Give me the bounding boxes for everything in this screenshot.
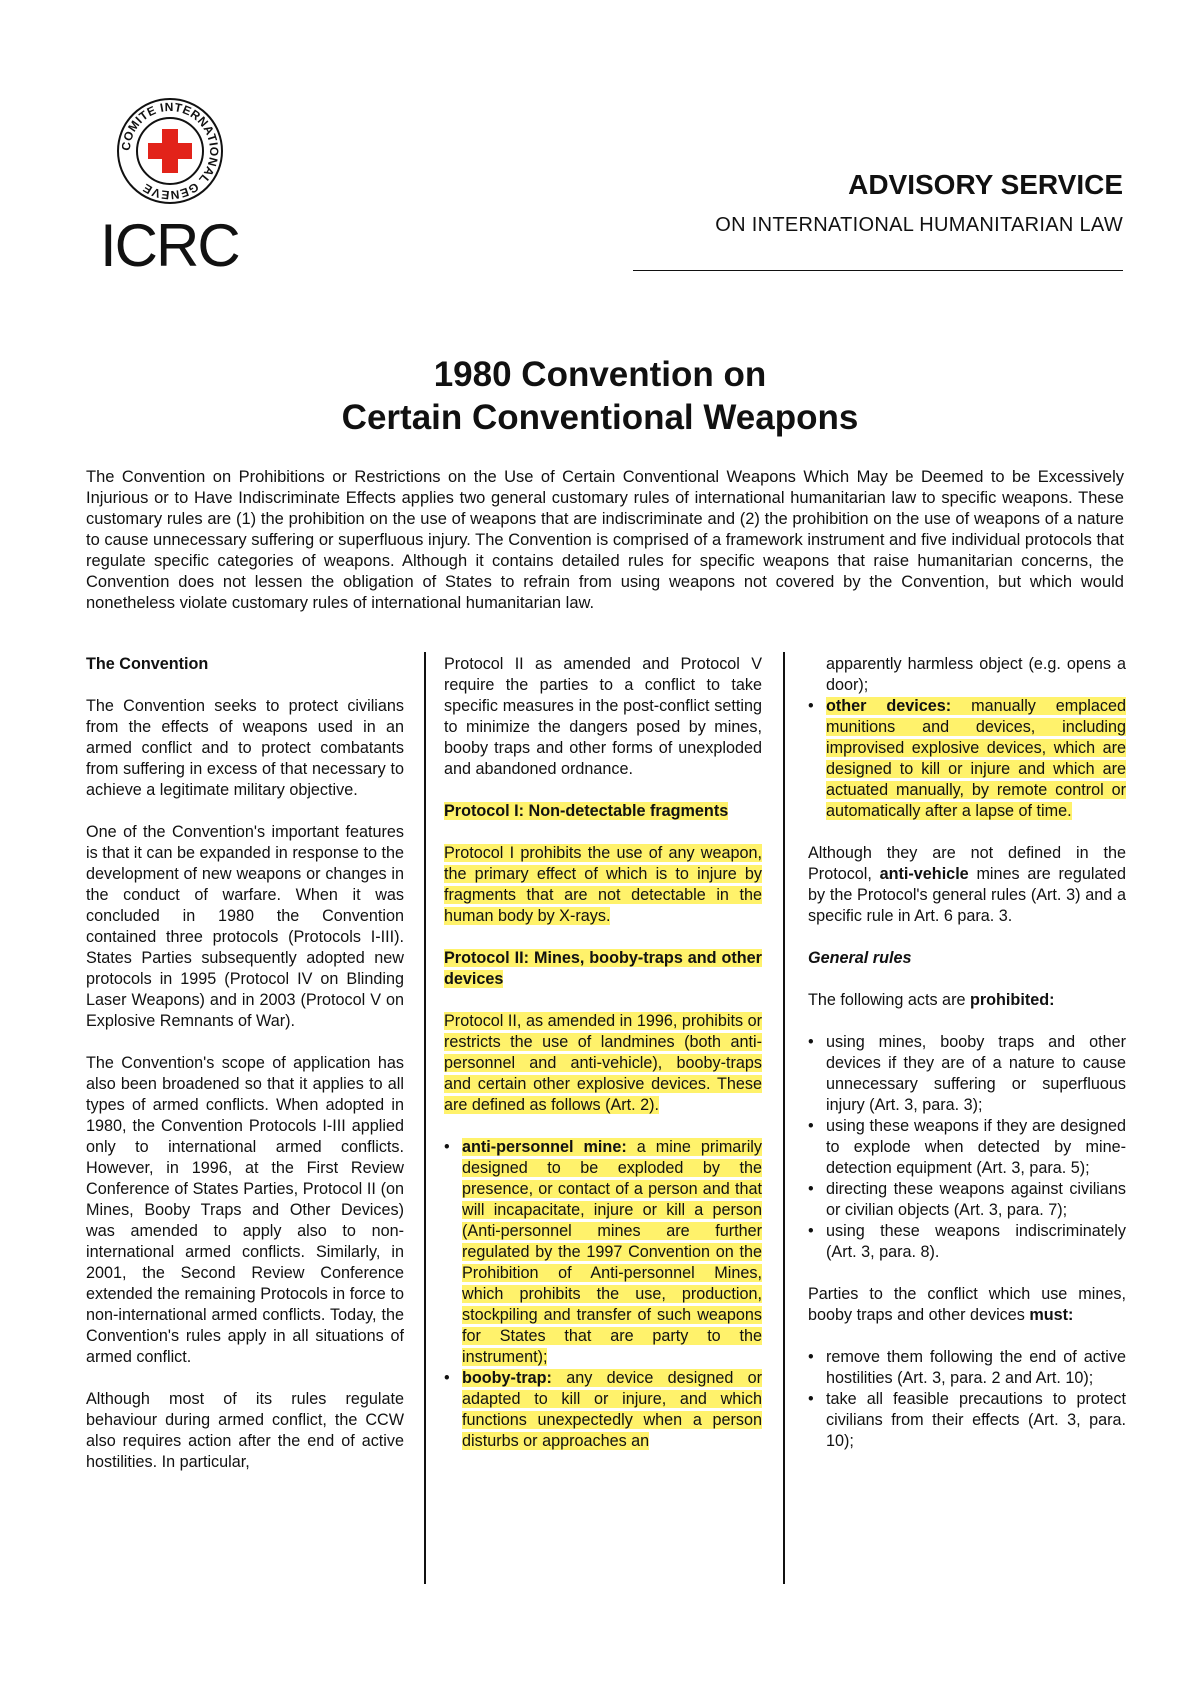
page-title bbox=[0, 353, 1200, 439]
paragraph-text: Protocol I prohibits the use of any weapon, the primary effect of which is to injure by fragments that are not detectable in the human body by X-rays. bbox=[444, 844, 762, 925]
list-item: • take all feasible precautions to protect civilians from their effects (Art. 3, para. 10); bbox=[808, 1389, 1126, 1452]
column-divider-2 bbox=[783, 652, 785, 1584]
cross-horizontal bbox=[148, 143, 192, 159]
paragraph: Although they are not defined in the Protocol, anti-vehicle mines are regulated by the Protocol's general rules (Art. 3) and a specific rule in Art. 6 para. 3. bbox=[808, 844, 1126, 925]
title-line-1: 1980 Convention on bbox=[433, 355, 767, 394]
list-item bbox=[808, 696, 1126, 822]
section-heading-protocol-1 bbox=[444, 801, 762, 822]
definition: apparently harmless object (e.g. opens a door); bbox=[826, 655, 1126, 694]
intro-paragraph: The Convention on Prohibitions or Restrictions on the Use of Certain Conventional Weapons Which May be Deemed to be Excessively Injurious or to Have Indiscriminate Effects applies two general customary rules of international humanitarian law to specific weapons. These customary rules are (1) the prohibition on the use of weapons that are indiscriminate and (2) the prohibition on the use of weapons of a nature to cause unnecessary suffering or superfluous injury. The Convention is comprised of a framework instrument and five individual protocols that regulate specific categories of weapons. Although it contains detailed rules for specific weapons that raise humanitarian concerns, the Convention does not lessen the obligation of States to refrain from using weapons not covered by the Convention, but which would nonetheless violate customary rules of international humanitarian law. bbox=[86, 468, 1124, 612]
icrc-logo bbox=[100, 96, 250, 279]
section-heading-protocol-2 bbox=[444, 948, 762, 990]
list-item: • using mines, booby traps and other devices if they are of a nature to cause unnecessary suffering or superfluous injury (Art. 3, para. 3); bbox=[808, 1032, 1126, 1116]
list-item: • directing these weapons against civilians or civilian objects (Art. 3, para. 7); bbox=[808, 1179, 1126, 1221]
column-3 bbox=[808, 654, 1126, 1473]
list-item: • remove them following the end of active hostilities (Art. 3, para. 2 and Art. 10); bbox=[808, 1347, 1126, 1389]
definition: any device designed or adapted to kill or injure, and which functions unexpectedly when a person disturbs or approaches an bbox=[462, 1369, 762, 1450]
list-item: • using these weapons indiscriminately (Art. 3, para. 8). bbox=[808, 1221, 1126, 1263]
list-item bbox=[444, 1368, 762, 1452]
definition: manually emplaced munitions and devices, including improvised explosive devices, which are designed to kill or injure and which are actuated manually, by remote control or automatically after a lapse of time. bbox=[826, 697, 1126, 820]
term: other devices: bbox=[826, 697, 952, 715]
advisory-subtitle: ON INTERNATIONAL HUMANITARIAN LAW bbox=[715, 214, 1123, 236]
column-2 bbox=[444, 654, 762, 1473]
paragraph: Protocol II as amended and Protocol V require the parties to a conflict to take specific measures in the post-conflict setting to minimize the dangers posed by mines, booby traps and other forms of unexploded and abandoned ordnance. bbox=[444, 655, 762, 778]
term: booby-trap: bbox=[462, 1369, 552, 1387]
header-rule bbox=[633, 270, 1123, 271]
heading-text: Protocol I: Non-detectable fragments bbox=[444, 802, 729, 820]
paragraph: Although most of its rules regulate behaviour during armed conflict, the CCW also requires action after the end of active hostilities. In particular, bbox=[86, 1390, 404, 1471]
paragraph: Parties to the conflict which use mines, booby traps and other devices must: bbox=[808, 1285, 1126, 1324]
red-cross-emblem-icon bbox=[100, 96, 240, 206]
paragraph-text: Protocol II, as amended in 1996, prohibits or restricts the use of landmines (both anti-personnel and anti-vehicle), booby-traps and certain other explosive devices. These are defined as follows (Art. 2). bbox=[444, 1012, 762, 1114]
paragraph: The following acts are prohibited: bbox=[808, 991, 1055, 1009]
prohibited-list bbox=[808, 1032, 1126, 1263]
logo-wordmark: ICRC bbox=[100, 212, 239, 279]
paragraph: The Convention seeks to protect civilians from the effects of weapons used in an armed conflict and to protect combatants from suffering in excess of that necessary to achieve a legitimate military objective. bbox=[86, 697, 404, 799]
advisory-header bbox=[715, 168, 1123, 238]
section-heading-general-rules: General rules bbox=[808, 949, 912, 967]
column-divider-1 bbox=[424, 652, 426, 1584]
title-line-2: Certain Conventional Weapons bbox=[341, 398, 859, 437]
list-item-continued bbox=[808, 654, 1126, 696]
logo-ring-text: COMITE INTERNATIONAL GENEVE bbox=[118, 99, 222, 203]
section-heading-convention: The Convention bbox=[86, 655, 209, 673]
definitions-list bbox=[444, 1137, 762, 1452]
term: anti-personnel mine: bbox=[462, 1138, 627, 1156]
list-item bbox=[444, 1137, 762, 1368]
heading-text: Protocol II: Mines, booby-traps and other devices bbox=[444, 949, 762, 988]
highlighted-paragraph bbox=[444, 843, 762, 927]
paragraph: One of the Convention's important features is that it can be expanded in response to the development of new weapons or changes in the conduct of warfare. When it was concluded in 1980 the Convention contained three protocols (Protocols I-III). States Parties subsequently adopted new protocols in 1995 (Protocol IV on Blinding Laser Weapons) and in 2003 (Protocol V on Explosive Remnants of War). bbox=[86, 823, 404, 1030]
definition: a mine primarily designed to be exploded by the presence, or contact of a person and that will incapacitate, injure or kill a person (Anti-personnel mines are further regulated by the 1997 Convention on the Prohibition of Anti-personnel Mines, which prohibits the use, production, stockpiling and transfer of such weapons for States that are party to the instrument); bbox=[462, 1138, 762, 1366]
obligations-list bbox=[808, 1347, 1126, 1452]
highlighted-paragraph bbox=[444, 1011, 762, 1116]
advisory-title: ADVISORY SERVICE bbox=[848, 169, 1123, 200]
column-1 bbox=[86, 654, 404, 1494]
list-item: • using these weapons if they are designed to explode when detected by mine-detection equipment (Art. 3, para. 5); bbox=[808, 1116, 1126, 1179]
definitions-list-cont bbox=[808, 654, 1126, 822]
paragraph: The Convention's scope of application has also been broadened so that it applies to all types of armed conflicts. When adopted in 1980, the Convention Protocols I-III applied only to international armed conflicts. However, in 1996, at the First Review Conference of States Parties, Protocol II (on Mines, Booby Traps and Other Devices) was amended to apply also to non-international armed conflicts. Similarly, in 2001, the Second Review Conference extended the remaining Protocols in force to non-international armed conflicts. Today, the Convention's rules apply in all situations of armed conflict. bbox=[86, 1054, 404, 1366]
